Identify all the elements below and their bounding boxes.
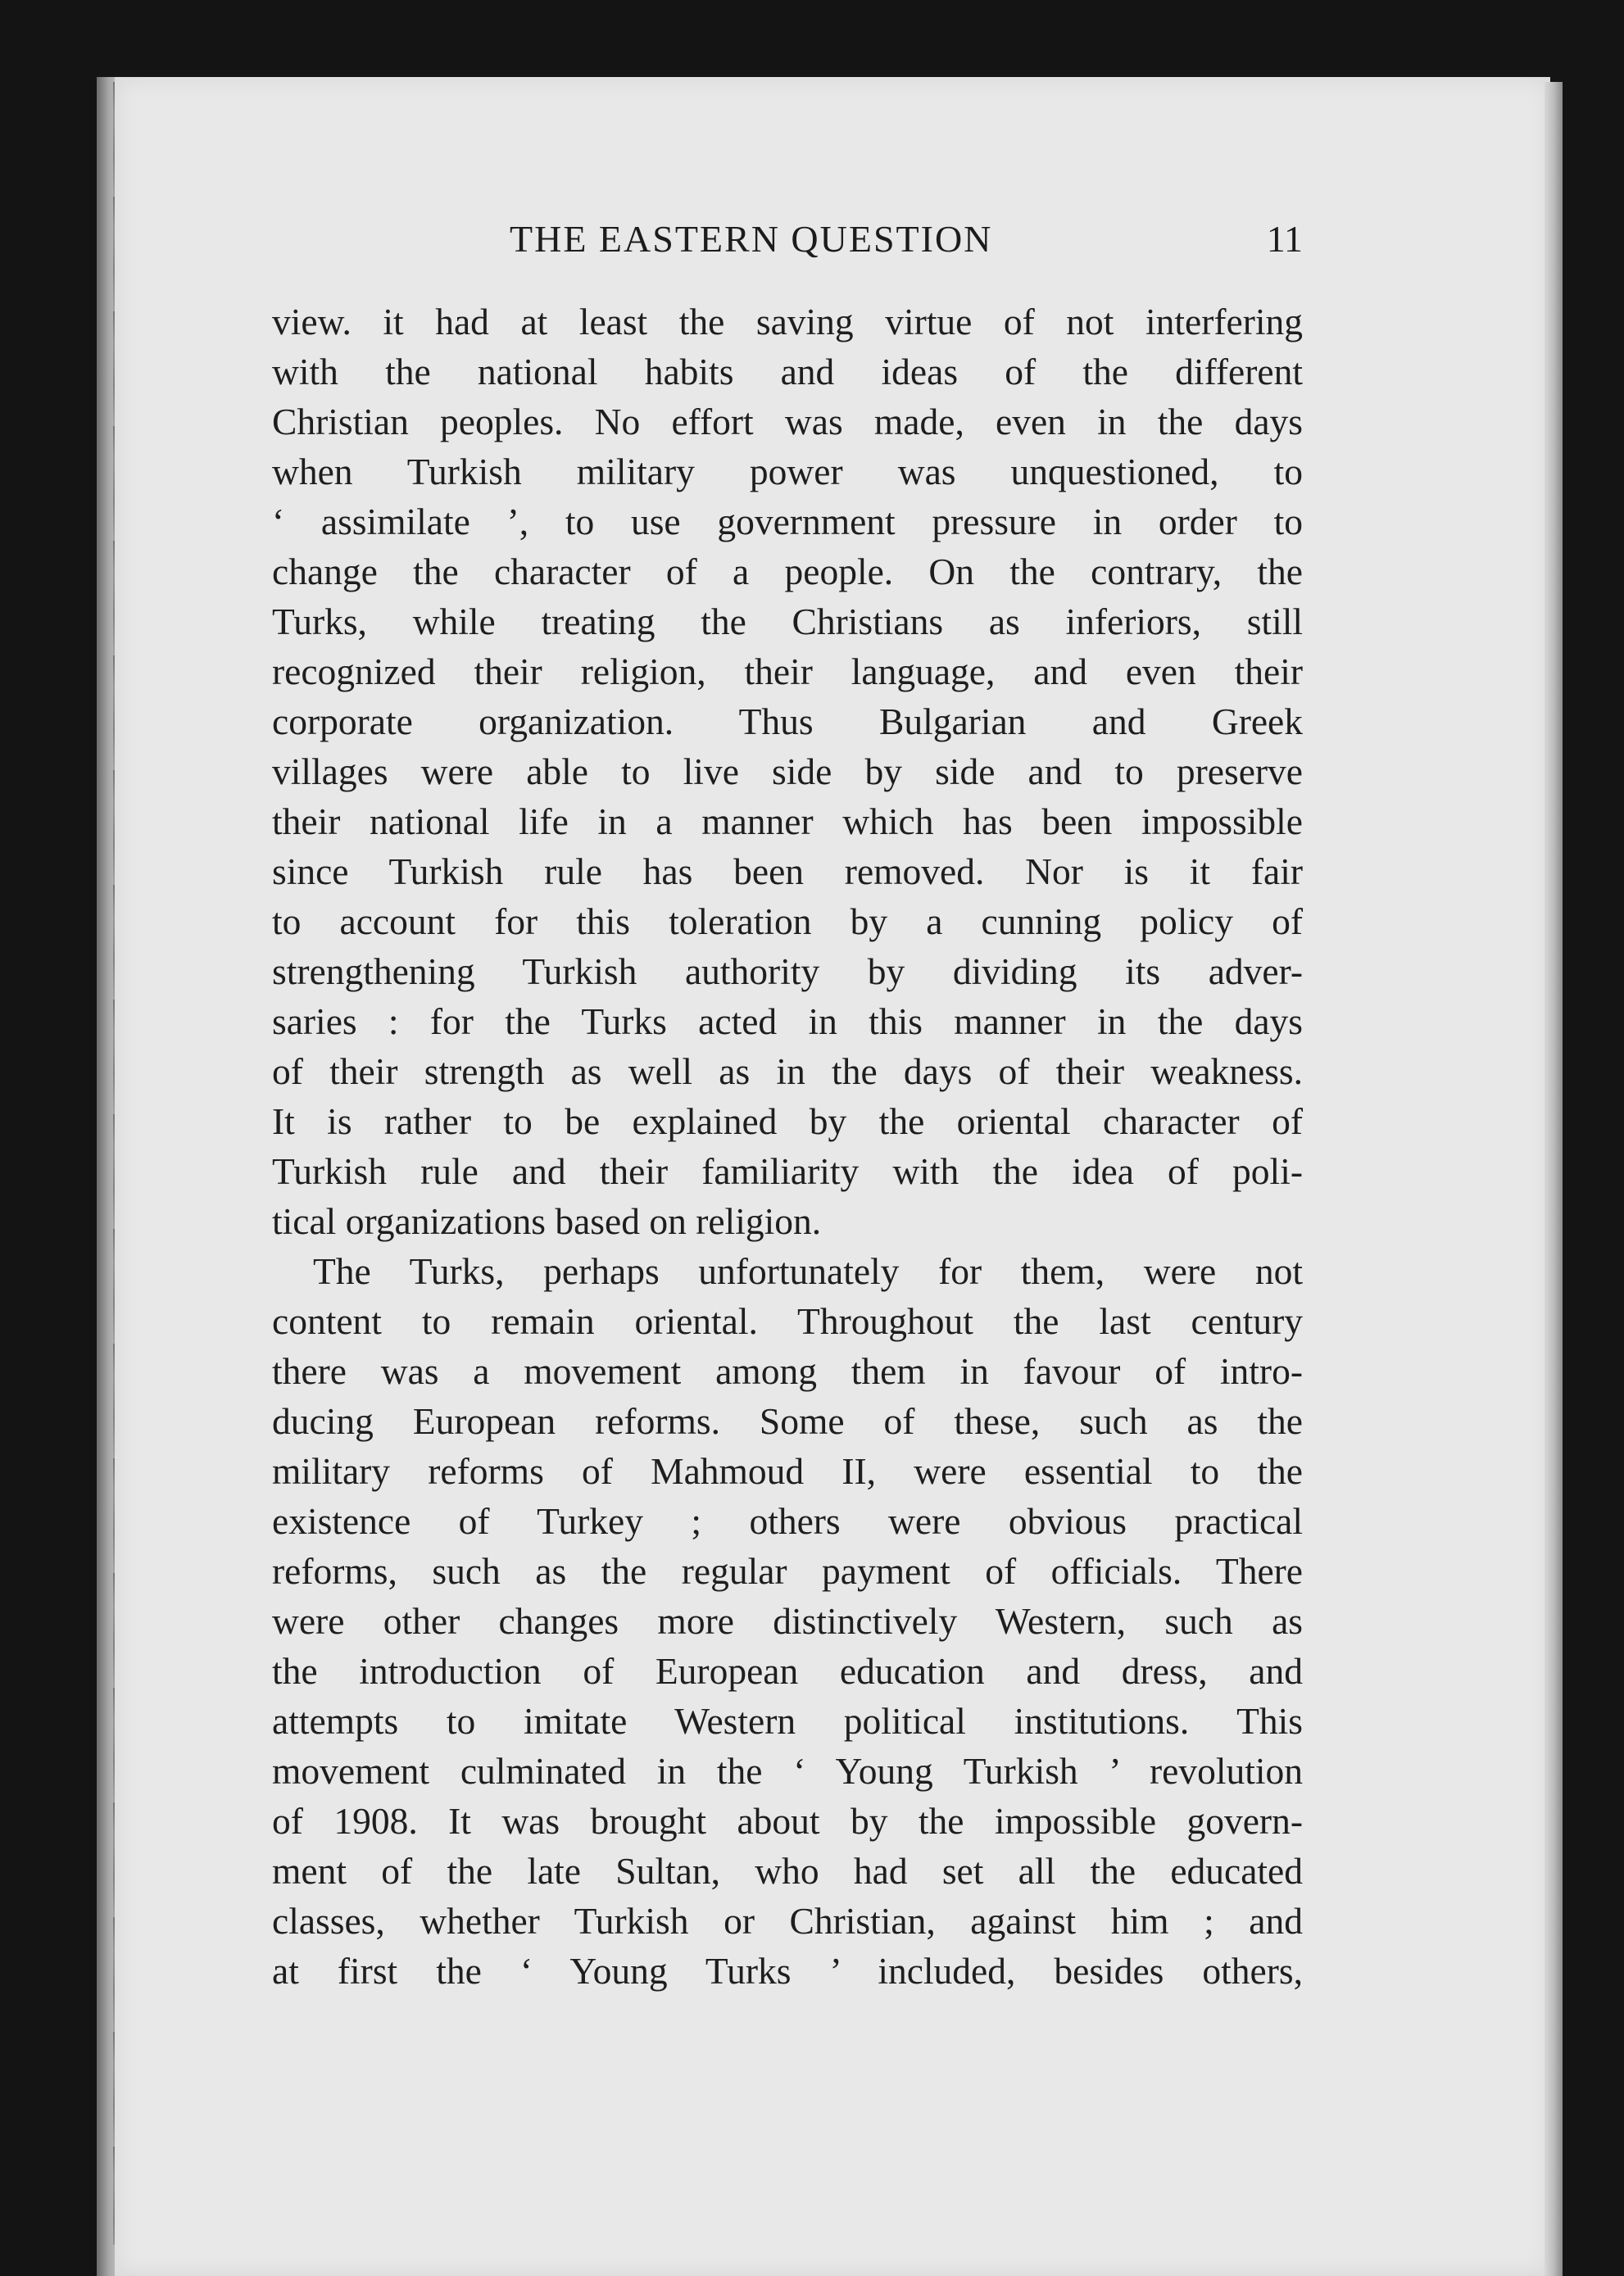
- text-line: view. it had at least the saving virtue of not interfering: [272, 301, 1303, 342]
- text-line: there was a movement among them in favour of intro-: [272, 1350, 1303, 1392]
- text-line: tical organizations based on religion.: [272, 1200, 822, 1242]
- text-line: attempts to imitate Western political institutions. This: [272, 1700, 1303, 1742]
- text-line: The Turks, perhaps unfortunately for them, were not: [313, 1250, 1303, 1292]
- text-line: existence of Turkey ; others were obvious practical: [272, 1500, 1303, 1542]
- page-number: 11: [1266, 218, 1303, 260]
- text-line: when Turkish military power was unquestioned, to: [272, 451, 1303, 492]
- text-line: military reforms of Mahmoud II, were essential to the: [272, 1450, 1303, 1492]
- text-line: Turkish rule and their familiarity with the idea of poli-: [272, 1150, 1303, 1192]
- text-line: since Turkish rule has been removed. Nor is it fair: [272, 850, 1303, 892]
- text-line: the introduction of European education and dress, and: [272, 1650, 1303, 1692]
- text-line: strengthening Turkish authority by dividing its adver-: [272, 950, 1303, 992]
- text-line: movement culminated in the ‘ Young Turkish ’ revolution: [272, 1750, 1303, 1792]
- text-line: Turks, while treating the Christians as inferiors, still: [272, 601, 1303, 642]
- body-text: [272, 297, 1303, 1996]
- page-fore-edge: [1545, 82, 1563, 2276]
- text-line: recognized their religion, their language, and even their: [272, 651, 1303, 692]
- text-line: their national life in a manner which has been impossible: [272, 800, 1303, 842]
- paragraph-1: [272, 297, 1303, 1246]
- text-line: ment of the late Sultan, who had set all the educated: [272, 1850, 1303, 1892]
- text-line: of their strength as well as in the days of their weakness.: [272, 1050, 1303, 1092]
- text-line: reforms, such as the regular payment of officials. There: [272, 1550, 1303, 1592]
- text-line: corporate organization. Thus Bulgarian and Greek: [272, 700, 1303, 742]
- paragraph-2: [272, 1246, 1303, 1996]
- running-head: THE EASTERN QUESTION: [510, 218, 993, 260]
- text-line: content to remain oriental. Throughout the last century: [272, 1300, 1303, 1342]
- text-line: saries : for the Turks acted in this manner in the days: [272, 1000, 1303, 1042]
- text-line: at first the ‘ Young Turks ’ included, besides others,: [272, 1950, 1303, 1992]
- text-line: villages were able to live side by side and to preserve: [272, 750, 1303, 792]
- text-line: to account for this toleration by a cunning policy of: [272, 900, 1303, 942]
- text-line: classes, whether Turkish or Christian, against him ; and: [272, 1900, 1303, 1942]
- text-line: change the character of a people. On the contrary, the: [272, 551, 1303, 592]
- text-line: of 1908. It was brought about by the impossible govern-: [272, 1800, 1303, 1842]
- text-line: ‘ assimilate ’, to use government pressure in order to: [272, 501, 1303, 542]
- text-line: ducing European reforms. Some of these, such as the: [272, 1400, 1303, 1442]
- page-header: [272, 217, 1303, 274]
- text-line: were other changes more distinctively Western, such as: [272, 1600, 1303, 1642]
- text-line: with the national habits and ideas of the different: [272, 351, 1303, 392]
- text-line: Christian peoples. No effort was made, even in the days: [272, 401, 1303, 442]
- text-line: It is rather to be explained by the oriental character of: [272, 1100, 1303, 1142]
